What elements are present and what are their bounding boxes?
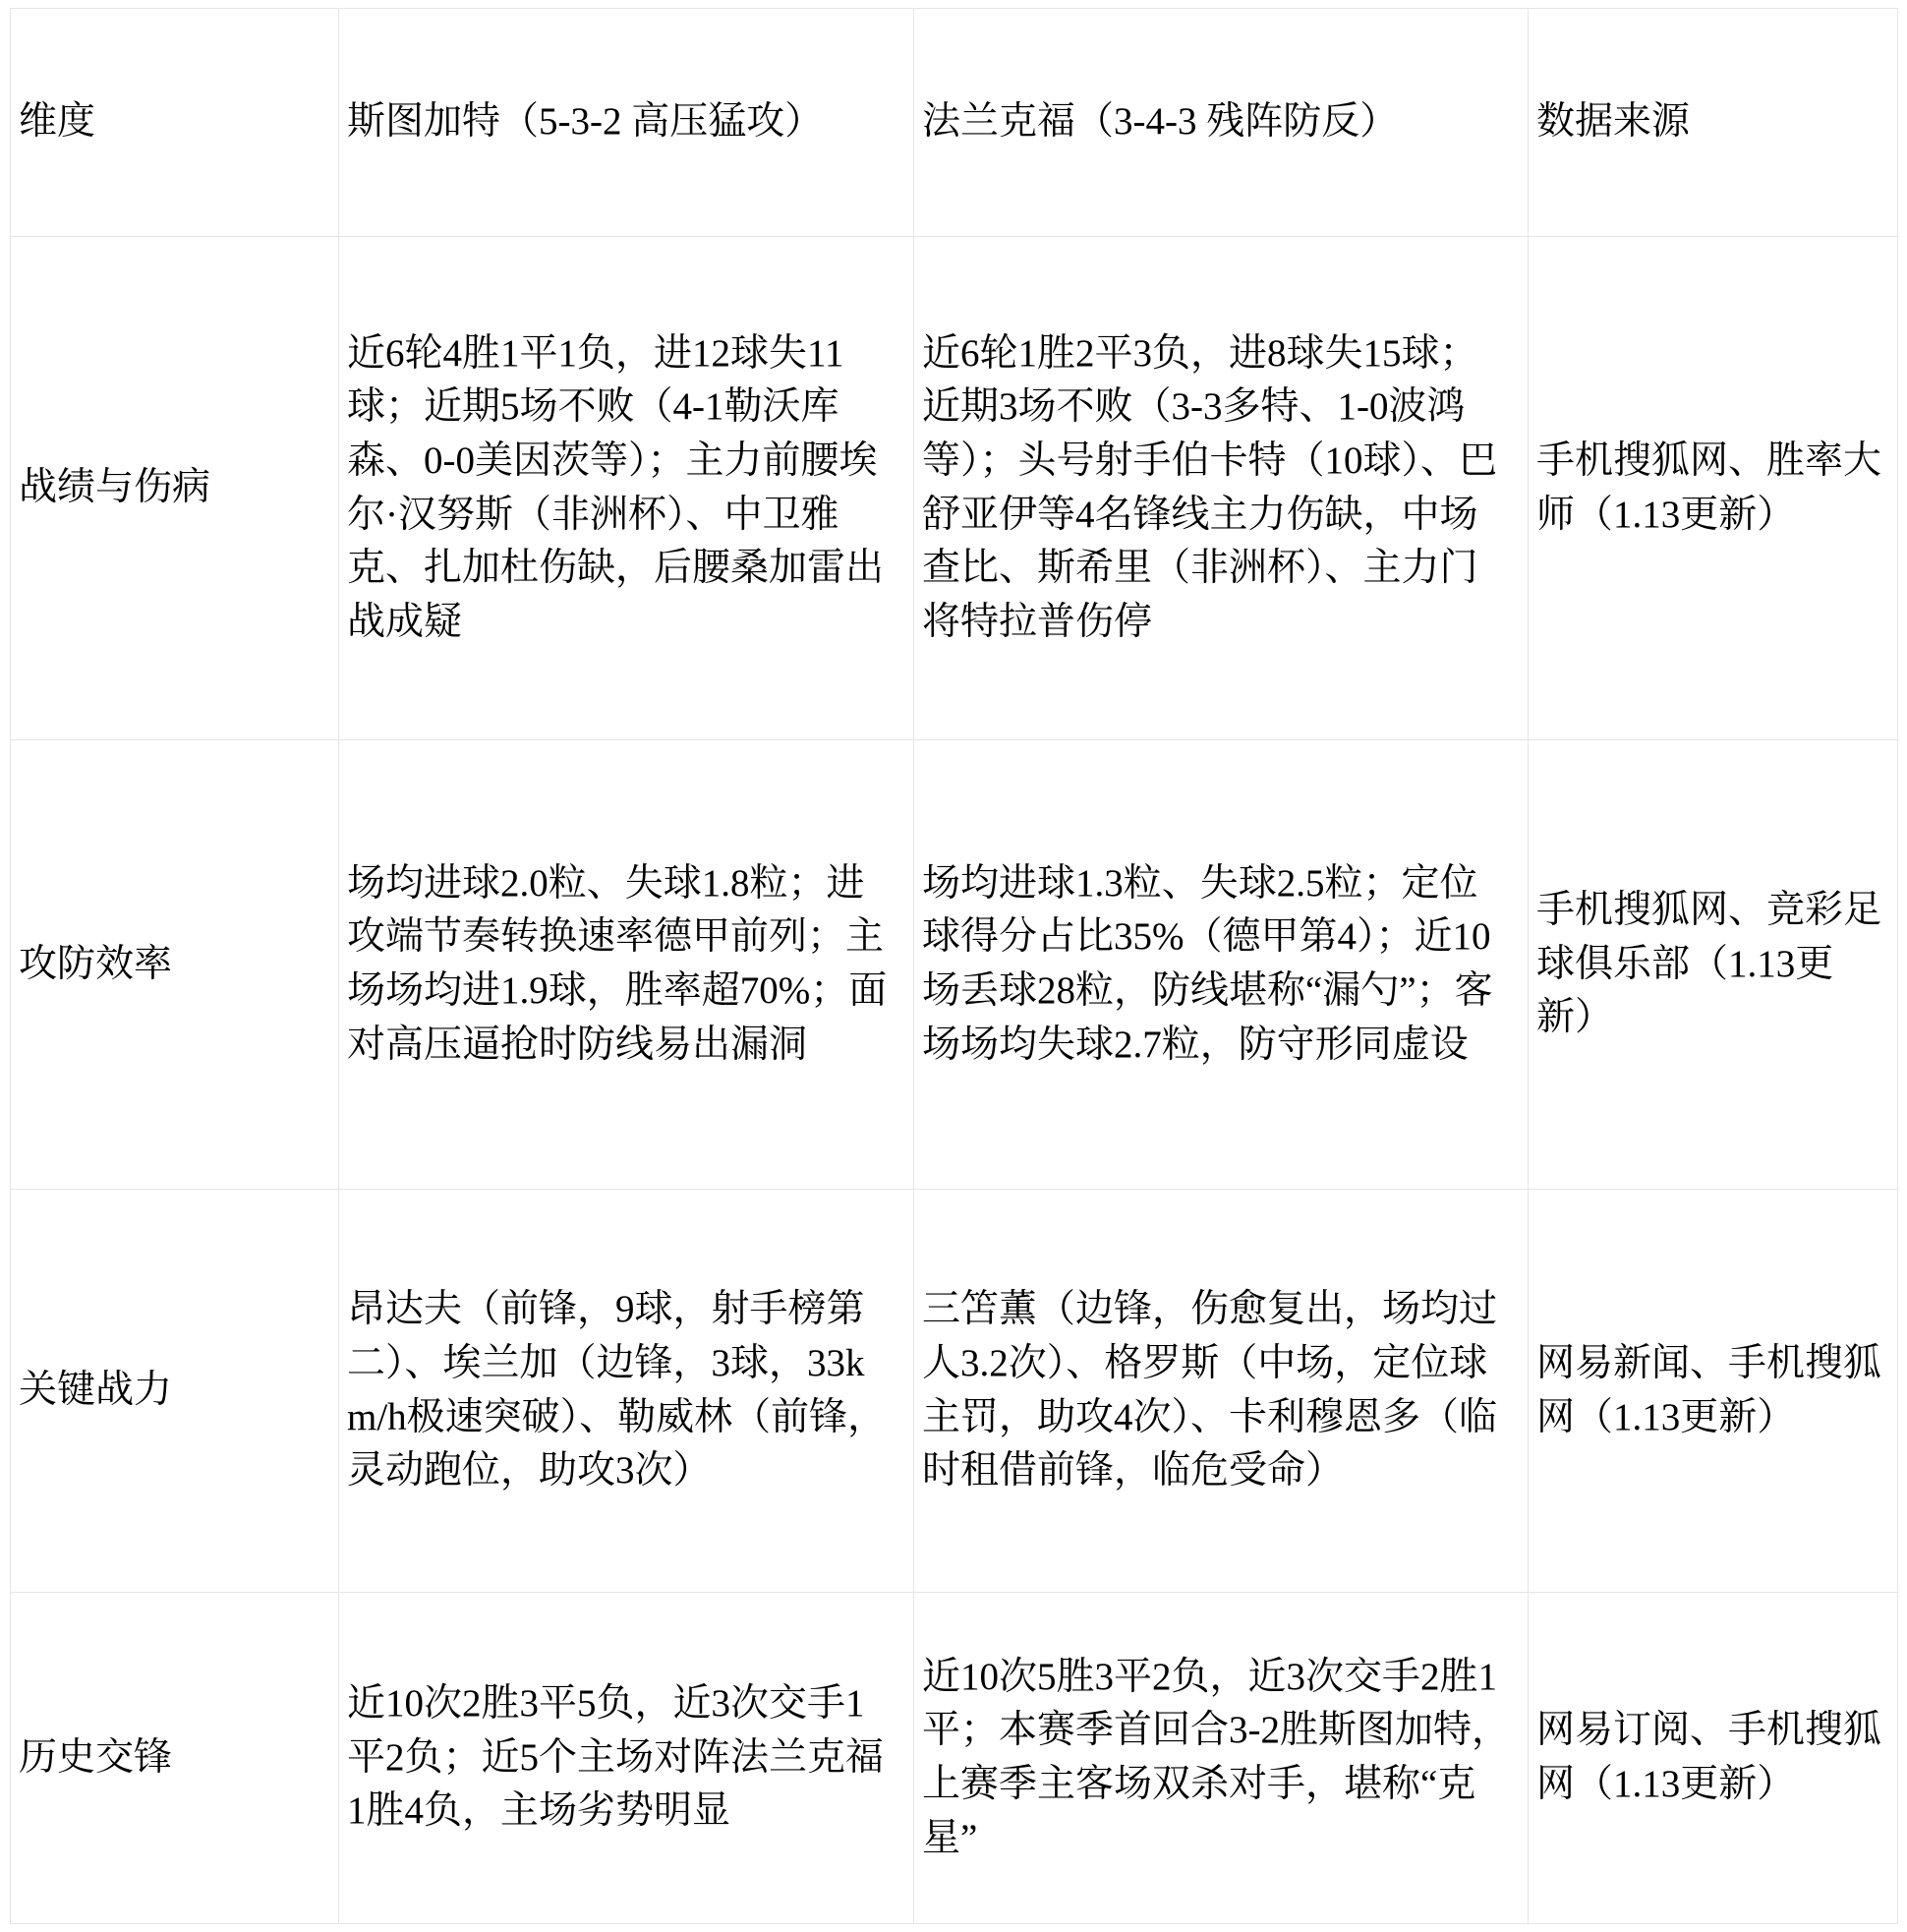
header-source: 数据来源 bbox=[1529, 9, 1898, 237]
cell-frankfurt: 近10次5胜3平2负，近3次交手2胜1平；本赛季首回合3-2胜斯图加特，上赛季主客场双杀对手，堪称“克星” bbox=[914, 1593, 1529, 1924]
cell-dimension: 关键战力 bbox=[11, 1190, 339, 1593]
cell-source: 手机搜狐网、胜率大师（1.13更新） bbox=[1529, 237, 1898, 740]
cell-source: 网易订阅、手机搜狐网（1.13更新） bbox=[1529, 1593, 1898, 1924]
table-row bbox=[11, 740, 1898, 1190]
cell-frankfurt: 三笘薫（边锋，伤愈复出，场均过人3.2次）、格罗斯（中场，定位球主罚，助攻4次）、卡利穆恩多（临时租借前锋，临危受命） bbox=[914, 1190, 1529, 1593]
cell-stuttgart: 场均进球2.0粒、失球1.8粒；进攻端节奏转换速率德甲前列；主场场均进1.9球，胜率超70%；面对高压逼抢时防线易出漏洞 bbox=[339, 740, 914, 1190]
header-stuttgart: 斯图加特（5-3-2 高压猛攻） bbox=[339, 9, 914, 237]
cell-stuttgart: 昂达夫（前锋，9球，射手榜第二）、埃兰加（边锋，3球，33km/h极速突破）、勒威林（前锋，灵动跑位，助攻3次） bbox=[339, 1190, 914, 1593]
cell-dimension: 历史交锋 bbox=[11, 1593, 339, 1924]
cell-dimension: 战绩与伤病 bbox=[11, 237, 339, 740]
table-row bbox=[11, 237, 1898, 740]
header-dimension: 维度 bbox=[11, 9, 339, 237]
cell-source: 手机搜狐网、竞彩足球俱乐部（1.13更新） bbox=[1529, 740, 1898, 1190]
cell-source: 网易新闻、手机搜狐网（1.13更新） bbox=[1529, 1190, 1898, 1593]
cell-stuttgart: 近10次2胜3平5负，近3次交手1平2负；近5个主场对阵法兰克福1胜4负，主场劣势明显 bbox=[339, 1593, 914, 1924]
cell-stuttgart: 近6轮4胜1平1负，进12球失11球；近期5场不败（4-1勒沃库森、0-0美因茨等）；主力前腰埃尔·汉努斯（非洲杯）、中卫雅克、扎加杜伤缺，后腰桑加雷出战成疑 bbox=[339, 237, 914, 740]
table-header-row bbox=[11, 9, 1898, 237]
header-frankfurt: 法兰克福（3-4-3 残阵防反） bbox=[914, 9, 1529, 237]
cell-frankfurt: 近6轮1胜2平3负，进8球失15球；近期3场不败（3-3多特、1-0波鸿等）；头号射手伯卡特（10球）、巴舒亚伊等4名锋线主力伤缺，中场查比、斯希里（非洲杯）、主力门将特拉普伤停 bbox=[914, 237, 1529, 740]
cell-frankfurt: 场均进球1.3粒、失球2.5粒；定位球得分占比35%（德甲第4）；近10场丢球28粒，防线堪称“漏勺”；客场场均失球2.7粒，防守形同虚设 bbox=[914, 740, 1529, 1190]
table-row bbox=[11, 1190, 1898, 1593]
cell-dimension: 攻防效率 bbox=[11, 740, 339, 1190]
table-row bbox=[11, 1593, 1898, 1924]
comparison-table bbox=[10, 8, 1898, 1924]
